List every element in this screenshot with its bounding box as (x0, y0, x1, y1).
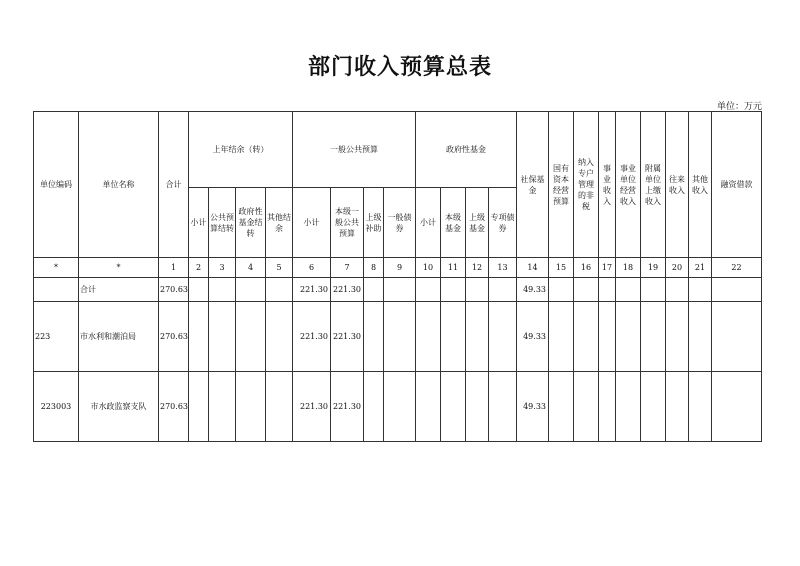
cell-social-fund: 49.33 (517, 302, 549, 372)
cell-code: 223 (34, 302, 79, 372)
header-prev-balance: 上年结余（转） (189, 112, 293, 188)
cell-gb-subtotal: 221.30 (293, 302, 331, 372)
header-gb-general-bond: 一般债券 (384, 188, 416, 258)
header-transactions: 往来收入 (666, 112, 689, 258)
col-num: 19 (641, 258, 666, 278)
header-gf-subtotal: 小计 (416, 188, 441, 258)
cell-gb-own: 221.30 (331, 372, 364, 442)
col-num: 6 (293, 258, 331, 278)
col-num: 14 (517, 258, 549, 278)
col-num: 5 (266, 258, 293, 278)
cell-social-fund: 49.33 (517, 372, 549, 442)
header-special-nontax: 纳入专户管理的非税 (574, 112, 599, 258)
header-gov-fund: 政府性基金 (416, 112, 517, 188)
header-pb-gov-fund-carry: 政府性基金结转 (236, 188, 266, 258)
col-num: 7 (331, 258, 364, 278)
header-business-income: 事业收入 (599, 112, 616, 258)
col-num: 11 (441, 258, 466, 278)
col-num: 12 (466, 258, 489, 278)
column-number-row (34, 258, 762, 278)
cell-social-fund: 49.33 (517, 278, 549, 302)
header-gb-upper-subsidy: 上级补助 (364, 188, 384, 258)
col-num: 10 (416, 258, 441, 278)
header-social-fund: 社保基金 (517, 112, 549, 258)
col-num: 3 (209, 258, 236, 278)
cell-name: 合计 (79, 278, 159, 302)
header-subsidiary-income: 附属单位上缴收入 (641, 112, 666, 258)
col-num: * (34, 258, 79, 278)
table-row (34, 302, 762, 372)
cell-code: 223003 (34, 372, 79, 442)
header-pb-other: 其他结余 (266, 188, 293, 258)
table-row-total (34, 278, 762, 302)
cell-gb-own: 221.30 (331, 278, 364, 302)
header-general-budget: 一般公共预算 (293, 112, 416, 188)
header-unit-name: 单位名称 (79, 112, 159, 258)
header-other-income: 其他收入 (689, 112, 712, 258)
header-gf-own: 本级基金 (441, 188, 466, 258)
cell-total: 270.63 (159, 372, 189, 442)
cell-total: 270.63 (159, 278, 189, 302)
header-row-1 (34, 112, 762, 188)
header-gb-subtotal: 小计 (293, 188, 331, 258)
col-num: 4 (236, 258, 266, 278)
col-num: 15 (549, 258, 574, 278)
col-num: 18 (616, 258, 641, 278)
col-num: 17 (599, 258, 616, 278)
col-num: * (79, 258, 159, 278)
budget-table (33, 111, 762, 442)
cell-gb-subtotal: 221.30 (293, 372, 331, 442)
col-num: 16 (574, 258, 599, 278)
col-num: 13 (489, 258, 517, 278)
header-gf-upper: 上级基金 (466, 188, 489, 258)
cell-name: 市水利和潮泊局 (79, 302, 159, 372)
table-row (34, 372, 762, 442)
header-financing-loan: 融资借款 (712, 112, 762, 258)
col-num: 20 (666, 258, 689, 278)
header-pb-public-carry: 公共预算结转 (209, 188, 236, 258)
cell-gb-subtotal: 221.30 (293, 278, 331, 302)
col-num: 21 (689, 258, 712, 278)
header-unit-code: 单位编码 (34, 112, 79, 258)
header-gf-special-bond: 专项债券 (489, 188, 517, 258)
cell-code (34, 278, 79, 302)
col-num: 1 (159, 258, 189, 278)
col-num: 2 (189, 258, 209, 278)
header-gb-own: 本级一般公共预算 (331, 188, 364, 258)
header-operating-income: 事业单位经营收入 (616, 112, 641, 258)
col-num: 9 (384, 258, 416, 278)
header-pb-subtotal: 小计 (189, 188, 209, 258)
header-state-capital: 国有资本经营预算 (549, 112, 574, 258)
col-num: 8 (364, 258, 384, 278)
cell-name: 市水政监察支队 (79, 372, 159, 442)
cell-gb-own: 221.30 (331, 302, 364, 372)
cell-total: 270.63 (159, 302, 189, 372)
unit-label: 单位：万元 (716, 102, 762, 112)
page-title: 部门收入预算总表 (307, 54, 492, 80)
col-num: 22 (712, 258, 762, 278)
header-total: 合计 (159, 112, 189, 258)
